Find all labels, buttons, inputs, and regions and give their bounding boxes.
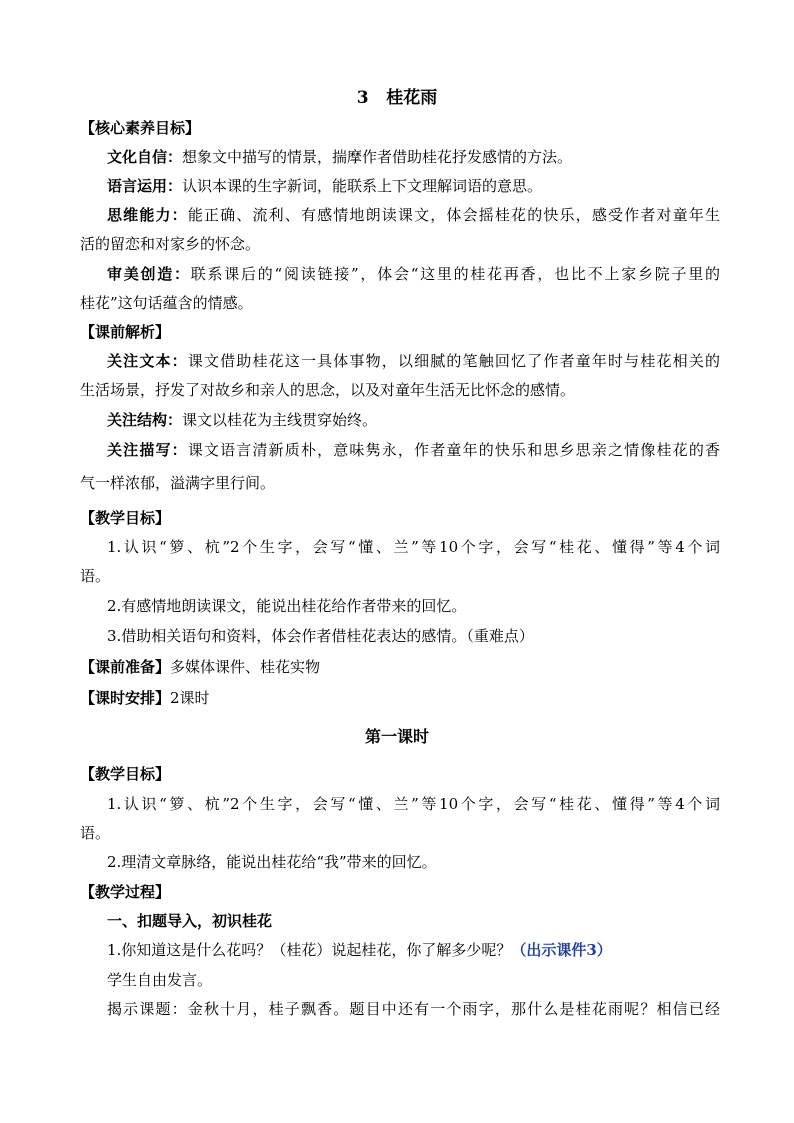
core-aesthetic-line1	[107, 264, 720, 284]
section-heading-core: 【核心素养目标】	[80, 119, 201, 137]
core-culture-label: 文化自信：	[107, 148, 183, 166]
analysis-text-line1	[107, 351, 720, 371]
step1-title: 一、扣题导入，初识桂花	[107, 912, 273, 930]
core-culture-text: 想象文中描写的情景，揣摩作者借助桂花抒发感情的方法。	[182, 148, 573, 166]
core-language-text: 认识本课的生字新词，能联系上下文理解词语的意思。	[182, 177, 543, 195]
goal-item-1-line1: 1.认识“箩、杭”2个生字，会写“懂、兰”等10个字，会写“桂花、懂得”等4个词	[107, 538, 720, 556]
step1-question	[107, 940, 612, 960]
step1-paragraph-2: 揭示课题：金秋十月，桂子飘香。题目中还有一个雨字，那什么是桂花雨呢？相信已经	[107, 1000, 720, 1018]
lesson1-process-heading: 【教学过程】	[80, 883, 171, 901]
lesson-name: 桂花雨	[386, 88, 438, 108]
goal-item-1-line2: 语。	[80, 567, 111, 585]
core-thinking-text1: 能正确、流利、有感情地朗读课文，体会摇桂花的快乐，感受作者对童年生	[187, 206, 720, 224]
lesson-title	[0, 88, 794, 108]
core-culture	[107, 147, 572, 167]
schedule-text: 2课时	[170, 689, 210, 707]
analysis-description-line2: 气一样浓郁，溢满字里行间。	[80, 474, 276, 492]
core-thinking-line2: 活的留恋和对家乡的怀念。	[80, 235, 261, 253]
step1-paragraph-1: 学生自由发言。	[107, 971, 213, 989]
core-aesthetic-line2: 桂花”这句话蕴含的情感。	[80, 294, 253, 312]
analysis-text-line2: 生活场景，抒发了对故乡和亲人的思念，以及对童年生活无比怀念的感情。	[80, 381, 576, 399]
analysis-text-text1: 课文借助桂花这一具体事物，以细腻的笔触回忆了作者童年时与桂花相关的	[187, 352, 720, 370]
schedule-line	[80, 688, 210, 708]
core-language-label: 语言运用：	[107, 177, 183, 195]
analysis-description-label: 关注描写：	[107, 441, 188, 459]
core-thinking-line1	[107, 205, 720, 225]
lesson1-goal-1-line2: 语。	[80, 824, 111, 842]
lesson-number: 3	[356, 88, 369, 108]
lesson1-goal-1-line1: 1.认识“箩、杭”2个生字，会写“懂、兰”等10个字，会写“桂花、懂得”等4个词	[107, 795, 720, 813]
analysis-structure	[107, 410, 377, 430]
step1-question-text: 1.你知道这是什么花吗？（桂花）说起桂花，你了解多少呢？	[107, 941, 512, 959]
core-language	[107, 176, 542, 196]
section-heading-goals: 【教学目标】	[80, 509, 171, 527]
lesson1-goals-heading: 【教学目标】	[80, 765, 171, 783]
analysis-description-text1: 课文语言清新质朴，意味隽永，作者童年的快乐和思乡思亲之情像桂花的香	[187, 441, 720, 459]
analysis-description-line1	[107, 440, 720, 460]
core-aesthetic-text1: 联系课后的“阅读链接”，体会“这里的桂花再香，也比不上家乡院子里的	[190, 265, 720, 283]
prep-line	[80, 657, 320, 677]
lesson1-title: 第一课时	[364, 727, 429, 746]
goal-item-3: 3.借助相关语句和资料，体会作者借桂花表达的感情。（重难点）	[107, 627, 534, 645]
lesson1-goal-2: 2.理清文章脉络，能说出桂花给“我”带来的回忆。	[107, 853, 437, 871]
prep-text: 多媒体课件、桂花实物	[170, 658, 321, 676]
analysis-text-label: 关注文本：	[107, 352, 188, 370]
prep-label: 【课前准备】	[80, 658, 171, 676]
section-heading-analysis: 【课前解析】	[80, 323, 171, 341]
analysis-structure-label: 关注结构：	[107, 411, 183, 429]
core-thinking-label: 思维能力：	[107, 206, 188, 224]
schedule-label: 【课时安排】	[80, 689, 171, 707]
courseware-note: （出示课件3）	[511, 941, 612, 959]
core-aesthetic-label: 审美创造：	[107, 265, 191, 283]
goal-item-2: 2.有感情地朗读课文，能说出桂花给作者带来的回忆。	[107, 597, 467, 615]
analysis-structure-text: 课文以桂花为主线贯穿始终。	[182, 411, 378, 429]
